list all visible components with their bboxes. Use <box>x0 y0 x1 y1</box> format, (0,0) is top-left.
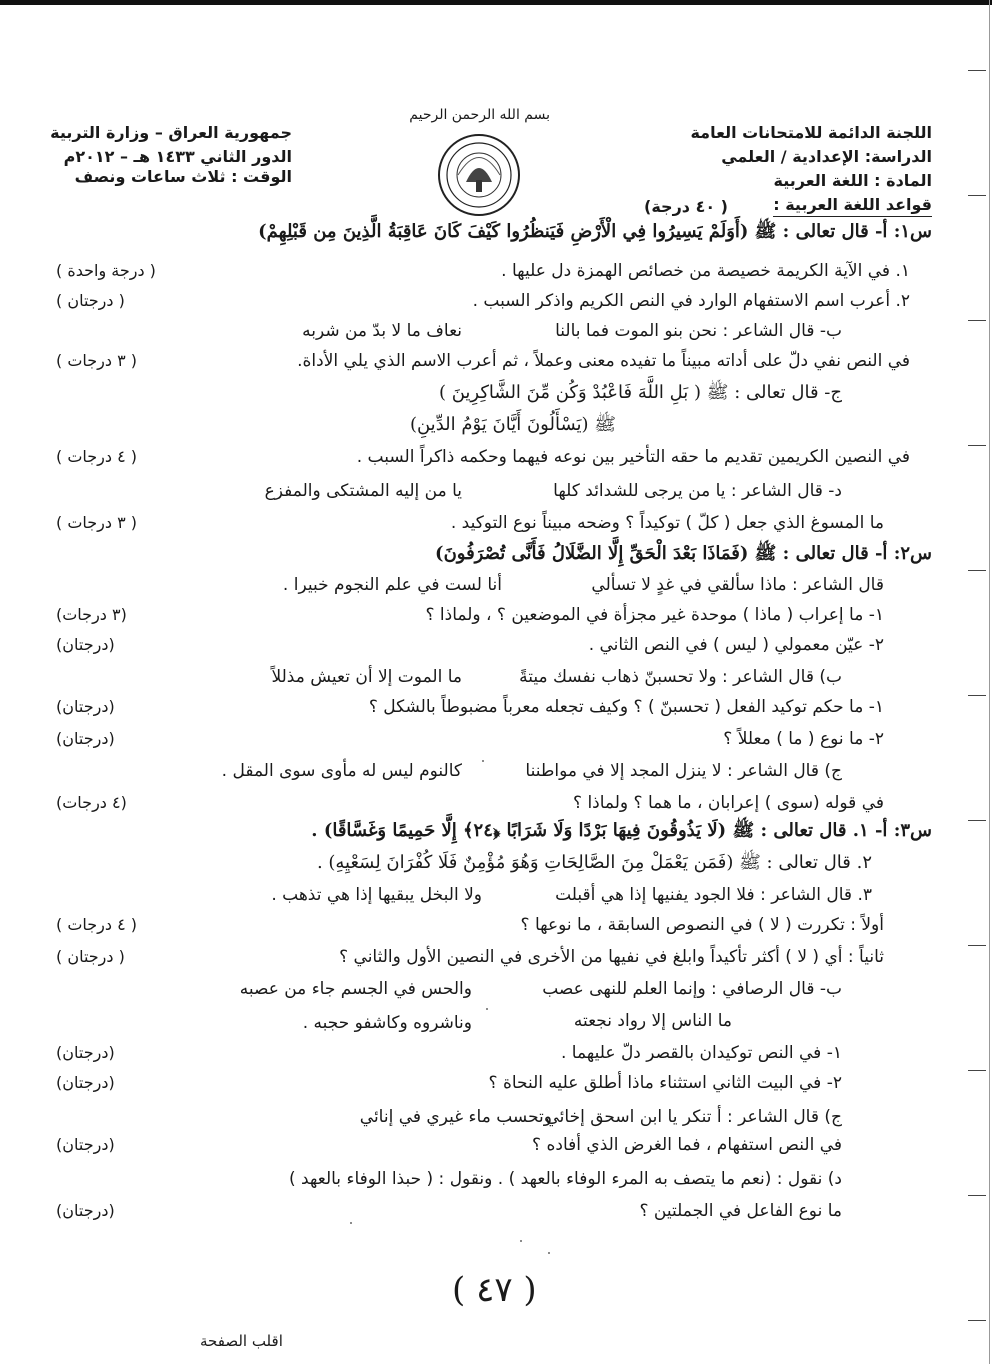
q3-d-question: ما نوع الفاعل في الجملتين ؟ <box>639 1201 842 1221</box>
exam-round: الدور الثاني ١٤٣٣ هـ – ٢٠١٢م <box>63 147 292 166</box>
q1-b-verse-2: نعاف ما لا بدّ من شربه <box>302 321 462 341</box>
mark: ( ٣ درجات ) <box>56 351 138 370</box>
q2-b-poem-1: ب) قال الشاعر : ولا تحسبنّ ذهاب نفسك ميتةً <box>519 667 842 687</box>
q3-a-first: أولاً : تكررت ( لا ) في النصوص السابقة ، ما نوعها ؟ <box>520 915 884 935</box>
mark: ( درجتان ) <box>56 291 125 310</box>
q1-c-verse-1: ج- قال تعالى : ﷺ ( بَلِ اللَّهَ فَاعْبُدْ وَكُن مِّنَ الشَّاكِرِينَ ) <box>438 382 842 403</box>
q2-b-1: ١- ما حكم توكيد الفعل ( تحسبنّ ) ؟ وكيف تجعله معرباً مضبوطاً بالشكل ؟ <box>368 697 884 717</box>
q2-a-poem-1: قال الشاعر : ماذا سألقي في غدٍ لا تسألي <box>591 575 884 595</box>
edge-tick <box>968 195 986 196</box>
q2-a-poem-2: أنا لست في علم النجوم خبيرا . <box>282 575 502 595</box>
committee-name: اللجنة الدائمة للامتحانات العامة <box>690 123 932 142</box>
turn-page-note: اقلب الصفحة <box>200 1332 283 1350</box>
ministry-seal-icon <box>436 132 522 218</box>
edge-tick <box>968 445 986 446</box>
scan-speck <box>350 1222 352 1224</box>
scan-speck <box>548 1252 550 1254</box>
q1-a-1: ١. في الآية الكريمة خصيصة من خصائص الهمزة دل عليها . <box>501 261 910 281</box>
q1-c-verse-2: ﷺ (يَسْأَلُونَ أَيَّانَ يَوْمُ الدِّينِ) <box>409 414 616 435</box>
q2-c-question: في قوله (سوى ) إعرابان ، ما هما ؟ ولماذا ؟ <box>573 793 884 813</box>
scan-speck <box>520 1240 522 1242</box>
edge-tick <box>968 1070 986 1071</box>
scan-speck <box>482 760 484 762</box>
edge-tick <box>968 820 986 821</box>
mark: (درجتان) <box>56 729 115 748</box>
q2-c-poem-1: ج) قال الشاعر : لا ينزل المجد إلا في مواطننا <box>525 761 842 781</box>
page-number: ( ٤٧ ) <box>452 1270 537 1310</box>
q2-c-poem-2: كالنوم ليس له مأوى سوى المقل . <box>221 761 462 781</box>
q2-a-verse: س٢: أ- قال تعالى : ﷺ (فَمَاذَا بَعْدَ الْحَقِّ إِلَّا الضَّلَالُ فَأَنَّى تُصْرَفُونَ) <box>435 543 932 564</box>
mark: ( درجة واحدة ) <box>56 261 156 280</box>
mark: (درجتان) <box>56 635 115 654</box>
section-title: قواعد اللغة العربية : <box>773 194 932 217</box>
q3-b-1: ١- في النص توكيدان بالقصر دلّ عليهما . <box>560 1043 842 1063</box>
q3-a-2: ٢. قال تعالى : ﷺ (فَمَن يَعْمَلْ مِنَ الصَّالِحَاتِ وَهُوَ مُؤْمِنٌ فَلَا كُفْرَانَ لِسَعْيِهِ) . <box>316 852 872 873</box>
edge-tick <box>968 570 986 571</box>
q1-b-question: في النص نفي دلّ على أداته مبيناً ما تفيده معنى وعملاً ، ثم أعرب الاسم الذي يلي الأداة. <box>297 351 910 371</box>
scan-speck <box>486 1008 488 1010</box>
q1-d-verse-2: يا من إليه المشتكى والمفزع <box>264 481 462 501</box>
mark: ( ٤ درجات ) <box>56 915 138 934</box>
q1-a-2: ٢. أعرب اسم الاستفهام الوارد في النص الكريم واذكر السبب . <box>472 291 910 311</box>
exam-time: الوقت : ثلاث ساعات ونصف <box>74 167 292 186</box>
q3-c-poem-1: ج) قال الشاعر : أ تنكر يا ابن اسحق إخائي <box>545 1107 842 1127</box>
q3-a-1: س٣: أ- ١. قال تعالى : ﷺ (لَا يَذُوقُونَ فِيهَا بَرْدًا وَلَا شَرَابًا ﴿٢٤﴾ إِلَّا حَمِيمًا وَغَسَّاقًا) . <box>311 820 932 841</box>
edge-tick <box>968 695 986 696</box>
q1-a-verse: س١: أ- قال تعالى : ﷺ (أَوَلَمْ يَسِيرُوا فِي الْأَرْضِ فَيَنظُرُوا كَيْفَ كَانَ عَاقِبَةُ الَّذِينَ مِن قَبْلِهِمْ) <box>258 221 932 242</box>
republic-ministry: جمهورية العراق – وزارة التربية <box>50 123 292 142</box>
q3-a-3-poem-1: ٣. قال الشاعر : فلا الجود يفنيها إذا هي أقبلت <box>555 885 872 905</box>
q1-c-question: في النصين الكريمين تقديم ما حقه التأخير بين نوعه فيهما وحكمه ذاكراً السبب . <box>356 447 910 467</box>
q3-b-poem-1: ب- قال الرصافي : وإنما العلم للنهى عصب <box>542 979 842 999</box>
basmala: بسم الله الرحمن الرحيم <box>409 107 550 123</box>
top-border <box>0 0 992 5</box>
edge-tick <box>968 1320 986 1321</box>
mark: ( ٤ درجات ) <box>56 447 138 466</box>
q1-d-question: ما المسوغ الذي جعل ( كلّ ) توكيداً ؟ وضحه مبيناً نوع التوكيد . <box>450 513 884 533</box>
q3-d-text: د) نقول : (نعم ما يتصف به المرء الوفاء بالعهد ) . ونقول : ( حبذا الوفاء بالعهد ) <box>288 1169 842 1189</box>
q3-b-2: ٢- في البيت الثاني استثناء ماذا أطلق عليه النحاة ؟ <box>488 1073 842 1093</box>
q3-b-poem-2: والحس في الجسم جاء من عصبه <box>239 979 472 999</box>
mark: (درجتان) <box>56 1073 115 1092</box>
edge-tick <box>968 945 986 946</box>
edge-tick <box>968 320 986 321</box>
study-branch: الدراسة: الإعدادية / العلمي <box>721 147 932 166</box>
edge-tick <box>968 1195 986 1196</box>
mark: ( ٣ درجات ) <box>56 513 138 532</box>
mark: (درجتان) <box>56 697 115 716</box>
q1-d-verse-1: د- قال الشاعر : يا من يرجى للشدائد كلها <box>553 481 842 501</box>
q3-c-question: في النص استفهام ، فما الغرض الذي أفاده ؟ <box>532 1135 842 1155</box>
q3-a-3-poem-2: ولا البخل يبقيها إذا هي تذهب . <box>271 885 482 905</box>
subject: المادة : اللغة العربية <box>773 171 932 190</box>
q2-a-1: ١- ما إعراب ( ماذا ) موحدة غير مجزأة في الموضعين ؟ ، ولماذا ؟ <box>425 605 884 625</box>
right-edge-line <box>989 0 990 1364</box>
q2-b-poem-2: ما الموت إلا أن تعيش مذللاً <box>271 667 462 687</box>
q1-b-verse-1: ب- قال الشاعر : نحن بنو الموت فما بالنا <box>555 321 842 341</box>
edge-tick <box>968 70 986 71</box>
q3-a-second: ثانياً : أي ( لا ) أكثر تأكيداً وابلغ في نفيها من الأخرى في النصين الأول والثاني ؟ <box>339 947 884 967</box>
q3-b-poem-3: ما الناس إلا رواد نجعته <box>573 1011 732 1031</box>
mark: ( درجتان ) <box>56 947 125 966</box>
mark: (٤ درجات) <box>56 793 127 812</box>
q3-c-poem-2: وتحسب ماء غيري في إنائي <box>359 1107 552 1127</box>
total-marks: ( ٤٠ درجة) <box>644 197 728 216</box>
mark: (درجتان) <box>56 1043 115 1062</box>
mark: (٣ درجات) <box>56 605 127 624</box>
q2-a-2: ٢- عيّن معمولي ( ليس ) في النص الثاني . <box>588 635 884 655</box>
mark: (درجتان) <box>56 1135 115 1154</box>
q2-b-2: ٢- ما نوع ( ما ) معللاً ؟ <box>723 729 884 749</box>
mark: (درجتان) <box>56 1201 115 1220</box>
q3-b-poem-4: وناشروه وكاشفو حجبه . <box>302 1013 472 1033</box>
